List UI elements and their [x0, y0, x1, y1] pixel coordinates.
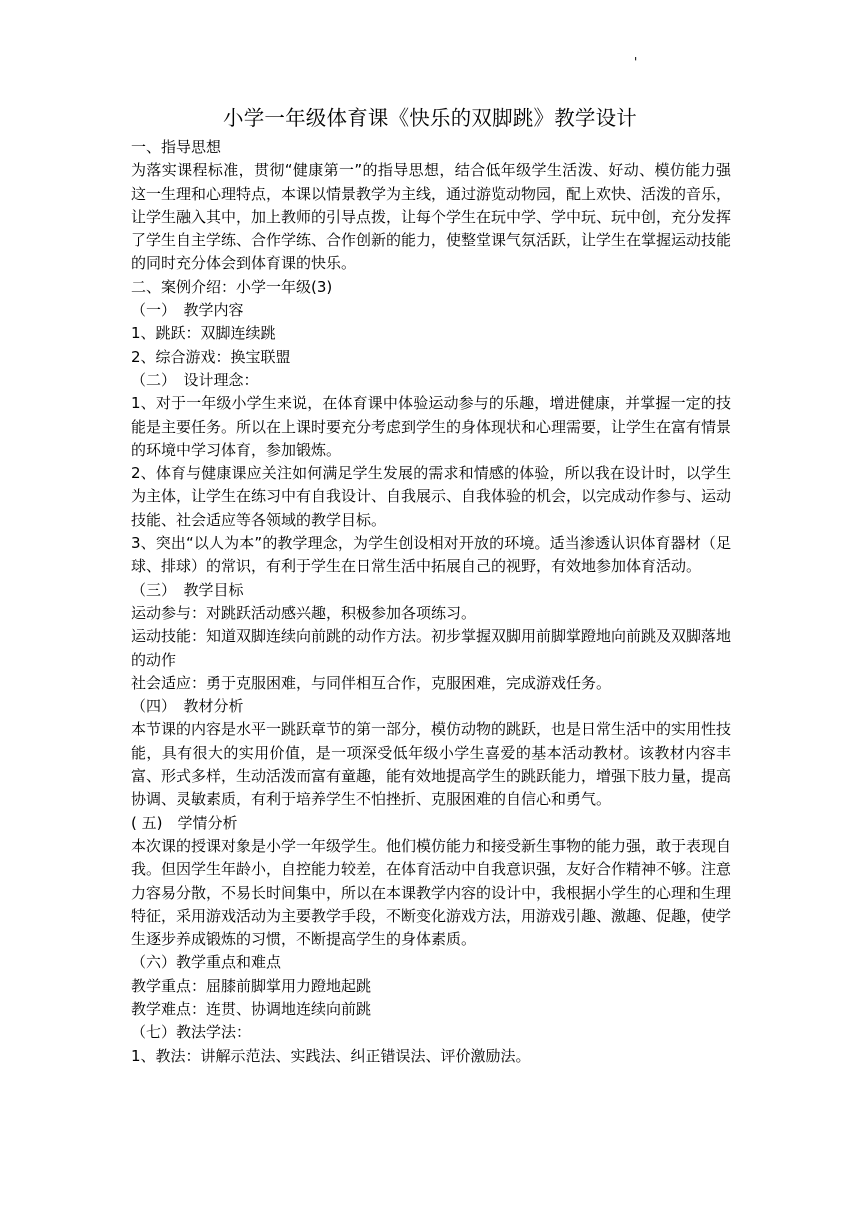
- list-item: 1、跳跃：双脚连续跳: [131, 324, 276, 343]
- body-paragraph: 本节课的内容是水平一跳跃章节的第一部分，模仿动物的跳跃，也是日常生活中的实用性技能，具有很大的实用价值，是一项深受低年级小学生喜爱的基本活动教材。该教材内容丰富、形式多样，生动活泼而富有童趣，能有效地提高学生的跳跃能力，增强下肢力量，提高协调、灵敏素质，有利于培养学生不怕挫折、克服困难的自信心和勇气。: [131, 720, 732, 809]
- document-body: [131, 136, 731, 1068]
- subsection-heading: （三） 教学目标: [131, 580, 244, 599]
- subsection-heading: （二） 设计理念：: [131, 370, 259, 389]
- subsection-heading: （六）教学重点和难点: [131, 953, 282, 972]
- body-paragraph: 为落实课程标准，贯彻“健康第一”的指导思想，结合低年级学生活泼、好动、模仿能力强这一生理和心理特点，本课以情景教学为主线，通过游览动物园，配上欢快、活泼的音乐，让学生融入其中，加上教师的引导点拨，让每个学生在玩中学、学中玩、玩中创，充分发挥了学生自主学练、合作学练、合作创新的能力，使整堂课气氛活跃，让学生在掌握运动技能的同时充分体会到体育课的快乐。: [131, 161, 732, 273]
- subsection-heading: ( 五) 学情分析: [131, 813, 238, 832]
- document-title: 小学一年级体育课《快乐的双脚跳》教学设计: [223, 106, 637, 130]
- corner-mark: ': [634, 55, 638, 69]
- objective-item: 社会适应：勇于克服困难，与同伴相互合作，克服困难，完成游戏任务。: [131, 673, 612, 692]
- body-paragraph: 本次课的授课对象是小学一年级学生。他们模仿能力和接受新生事物的能力强，敢于表现自我。但因学生年龄小，自控能力较差，在体育活动中自我意识强，友好合作精神不够。注意力容易分散，不易长时间集中，所以在本课教学内容的设计中，我根据小学生的心理和生理特征，采用游戏活动为主要教学手段，不断变化游戏方法，用游戏引趣、激趣、促趣，使学生逐步养成锻炼的习惯，不断提高学生的身体素质。: [131, 836, 732, 949]
- subsection-heading: （七）教法学法：: [131, 1023, 252, 1042]
- list-item: 1、教法：讲解示范法、实践法、纠正错误法、评价激励法。: [131, 1046, 531, 1065]
- subsection-heading: （四） 教材分析: [131, 697, 244, 716]
- subsection-heading: （一） 教学内容: [131, 301, 244, 320]
- list-item: 2、体育与健康课应关注如何满足学生发展的需求和情感的体验，所以我在设计时，以学生为主体，让学生在练习中有自我设计、自我展示、自我体验的机会，以完成动作参与、运动技能、社会适应等各领域的教学目标。: [131, 464, 732, 529]
- section-heading: 二、案例介绍：小学一年级(3): [131, 277, 333, 296]
- section-heading: 一、指导思想: [131, 138, 222, 156]
- list-item: 3、突出“以人为本”的教学理念，为学生创设相对开放的环境。适当渗透认识体育器材（足球、排球）的常识，有利于学生在日常生活中拓展自己的视野，有效地参加体育活动。: [131, 534, 731, 576]
- list-item: 1、对于一年级小学生来说，在体育课中体验运动参与的乐趣，增进健康，并掌握一定的技能是主要任务。所以在上课时要充分考虑到学生的身体现状和心理需要，让学生在富有情景的环境中学习体育，参加锻炼。: [131, 394, 732, 459]
- list-item: 2、综合游戏：换宝联盟: [131, 347, 291, 366]
- objective-item: 运动技能：知道双脚连续向前跳的动作方法。初步掌握双脚用前脚掌蹬地向前跳及双脚落地的动作: [131, 627, 732, 669]
- key-point-item: 教学重点：屈膝前脚掌用力蹬地起跳: [131, 976, 372, 995]
- objective-item: 运动参与：对跳跃活动感兴趣，积极参加各项练习。: [131, 603, 477, 622]
- key-point-item: 教学难点：连贯、协调地连续向前跳: [131, 999, 372, 1018]
